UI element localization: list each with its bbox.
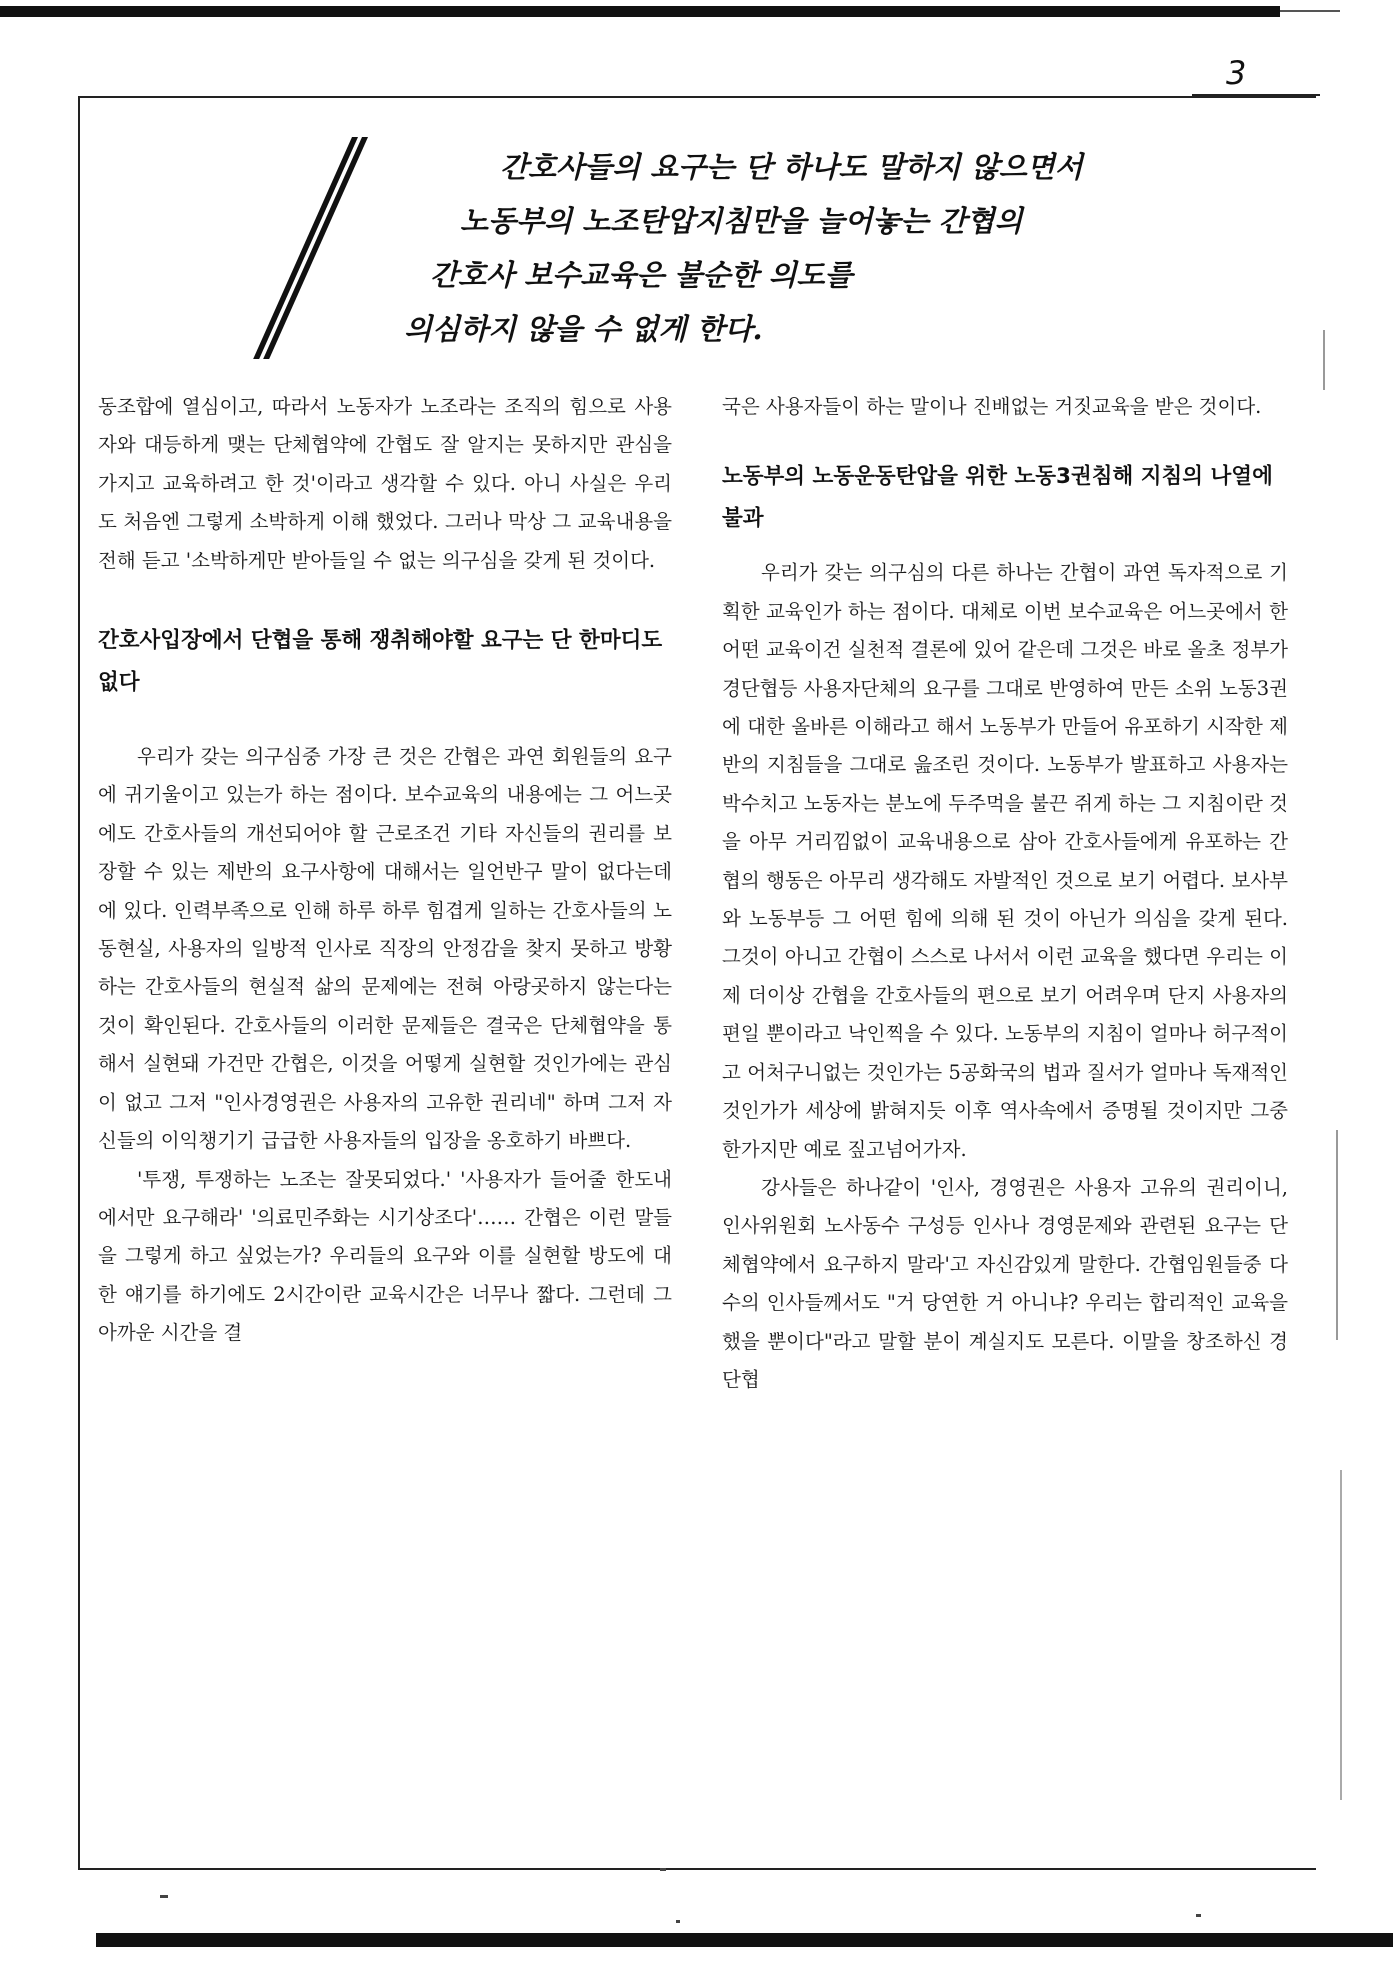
left-body-paragraph: 우리가 갖는 의구심중 가장 큰 것은 간협은 과연 회원들의 요구에 귀기울이고 있는가 하는 점이다. 보수교육의 내용에는 그 어느곳에도 간호사들의 개선되어야 할 근로조건 기타 자신들의 권리를 보장할 수 있는 제반의 요구사항에 대해서는 일언반구 말이 없다는데에 있다. 인력부족으로 인해 하루 하루 힘겹게 일하는 간호사들의 노동현실, 사용자의 일방적 인사로 직장의 안정감을 찾지 못하고 방황하는 간호사들의 현실적 삶의 문제에는 전혀 아랑곳하지 않는다는 것이 확인된다. 간호사들의 이러한 문제들은 결국은 단체협약을 통해서 실현돼 가건만 간협은, 이것을 어떻게 실현할 것인가에는 관심이 없고 그저 "인사경영권은 사용자의 고유한 권리네" 하며 그저 자신들의 이익챙기기 급급한 사용자들의 입장을 옹호하기 바쁘다. bbox=[98, 745, 672, 1153]
scan-speck bbox=[1323, 330, 1325, 390]
right-body-paragraph: 우리가 갖는 의구심의 다른 하나는 간협이 과연 독자적으로 기획한 교육인가 하는 점이다. 대체로 이번 보수교육은 어느곳에서 한 어떤 교육이건 실천적 결론에 있어 같은데 그것은 바로 올초 정부가 경단협등 사용자단체의 요구를 그대로 반영하여 만든 소위 노동3권에 대한 올바른 이해라고 해서 노동부가 만들어 유포하기 시작한 제반의 지침들을 그대로 읊조린 것이다. 노동부가 발표하고 사용자는 박수치고 노동자는 분노에 두주먹을 불끈 쥐게 하는 그 지침이란 것을 아무 거리낌없이 교육내용으로 삼아 간호사들에게 유포하는 간협의 행동은 아무리 생각해도 자발적인 것으로 보기 어렵다. 보사부와 노동부등 그 어떤 힘에 의해 된 것이 아닌가 의심을 갖게 된다. 그것이 아니고 간협이 스스로 나서서 이런 교육을 했다면 우리는 이제 더이상 간협을 간호사들의 편으로 보기 어려우며 단지 사용자의 편일 뿐이라고 낙인찍을 수 있다. 노동부의 지침이 얼마나 허구적이고 어처구니없는 것인가는 5공화국의 법과 질서가 얼마나 독재적인 것인가가 세상에 밝혀지듯 이후 역사속에서 증명될 것이지만 그중 한가지만 예로 짚고넘어가자. bbox=[722, 561, 1288, 1161]
right-section-heading: 노동부의 노동운동탄압을 위한 노동3권침해 지침의 나열에 불과 bbox=[722, 464, 1273, 532]
top-border-bar bbox=[0, 6, 1280, 17]
left-column bbox=[98, 388, 672, 1353]
right-intro-paragraph: 국은 사용자들이 하는 말이나 진배없는 거짓교육을 받은 것이다. bbox=[722, 395, 1262, 418]
headline-line: 간호사들의 요구는 단 하나도 말하지 않으면서 bbox=[500, 150, 1083, 184]
scan-speck bbox=[160, 1895, 168, 1898]
headline-line: 의심하지 않을 수 없게 한다. bbox=[404, 312, 763, 346]
scan-speck bbox=[660, 1868, 666, 1871]
scan-speck bbox=[1340, 1470, 1342, 1800]
top-border-dash bbox=[1280, 10, 1340, 12]
left-body-paragraph: '투쟁, 투쟁하는 노조는 잘못되었다.' '사용자가 들어줄 한도내에서만 요구해라' '의료민주화는 시기상조다'…… 간협은 이런 말들을 그렇게 하고 싶었는가? 우리들의 요구와 이를 실현할 방도에 대한 얘기를 하기에도 2시간이란 교육시간은 너무나 짧다. 그런데 그 아까운 시간을 결 bbox=[98, 1167, 672, 1345]
headline-line: 노동부의 노조탄압지침만을 늘어놓는 간협의 bbox=[460, 204, 1023, 238]
scan-speck bbox=[1336, 1130, 1338, 1340]
page-number: 3 bbox=[1226, 54, 1247, 92]
left-intro-paragraph: 동조합에 열심이고, 따라서 노동자가 노조라는 조직의 힘으로 사용자와 대등하게 맺는 단체협약에 간협도 잘 알지는 못하지만 관심을 가지고 교육하려고 한 것'이라고 생각할 수 있다. 아니 사실은 우리도 처음엔 그렇게 소박하게 이해 했었다. 그러나 막상 그 교육내용을 전해 듣고 '소박하게만 받아들일 수 없는 의구심을 갖게 된 것이다. bbox=[98, 395, 672, 572]
bottom-border-bar bbox=[96, 1933, 1393, 1947]
right-body-paragraph: 강사들은 하나같이 '인사, 경영권은 사용자 고유의 권리이니, 인사위원회 노사동수 구성등 인사나 경영문제와 관련된 요구는 단체협약에서 요구하지 말라'고 자신감있게 말한다. 간협임원들중 다수의 인사들께서도 "거 당연한 거 아니냐? 우리는 합리적인 교육을 했을 뿐이다"라고 말할 분이 계실지도 모른다. 이말을 창조하신 경단협 bbox=[722, 1175, 1288, 1391]
scan-speck bbox=[1196, 1914, 1201, 1917]
headline-line: 간호사 보수교육은 불순한 의도를 bbox=[430, 258, 853, 292]
scan-speck bbox=[676, 1920, 680, 1923]
right-column bbox=[722, 388, 1288, 1399]
left-section-heading: 간호사입장에서 단협을 통해 쟁취해야할 요구는 단 한마디도 없다 bbox=[98, 628, 663, 696]
article-headline bbox=[404, 140, 1140, 356]
